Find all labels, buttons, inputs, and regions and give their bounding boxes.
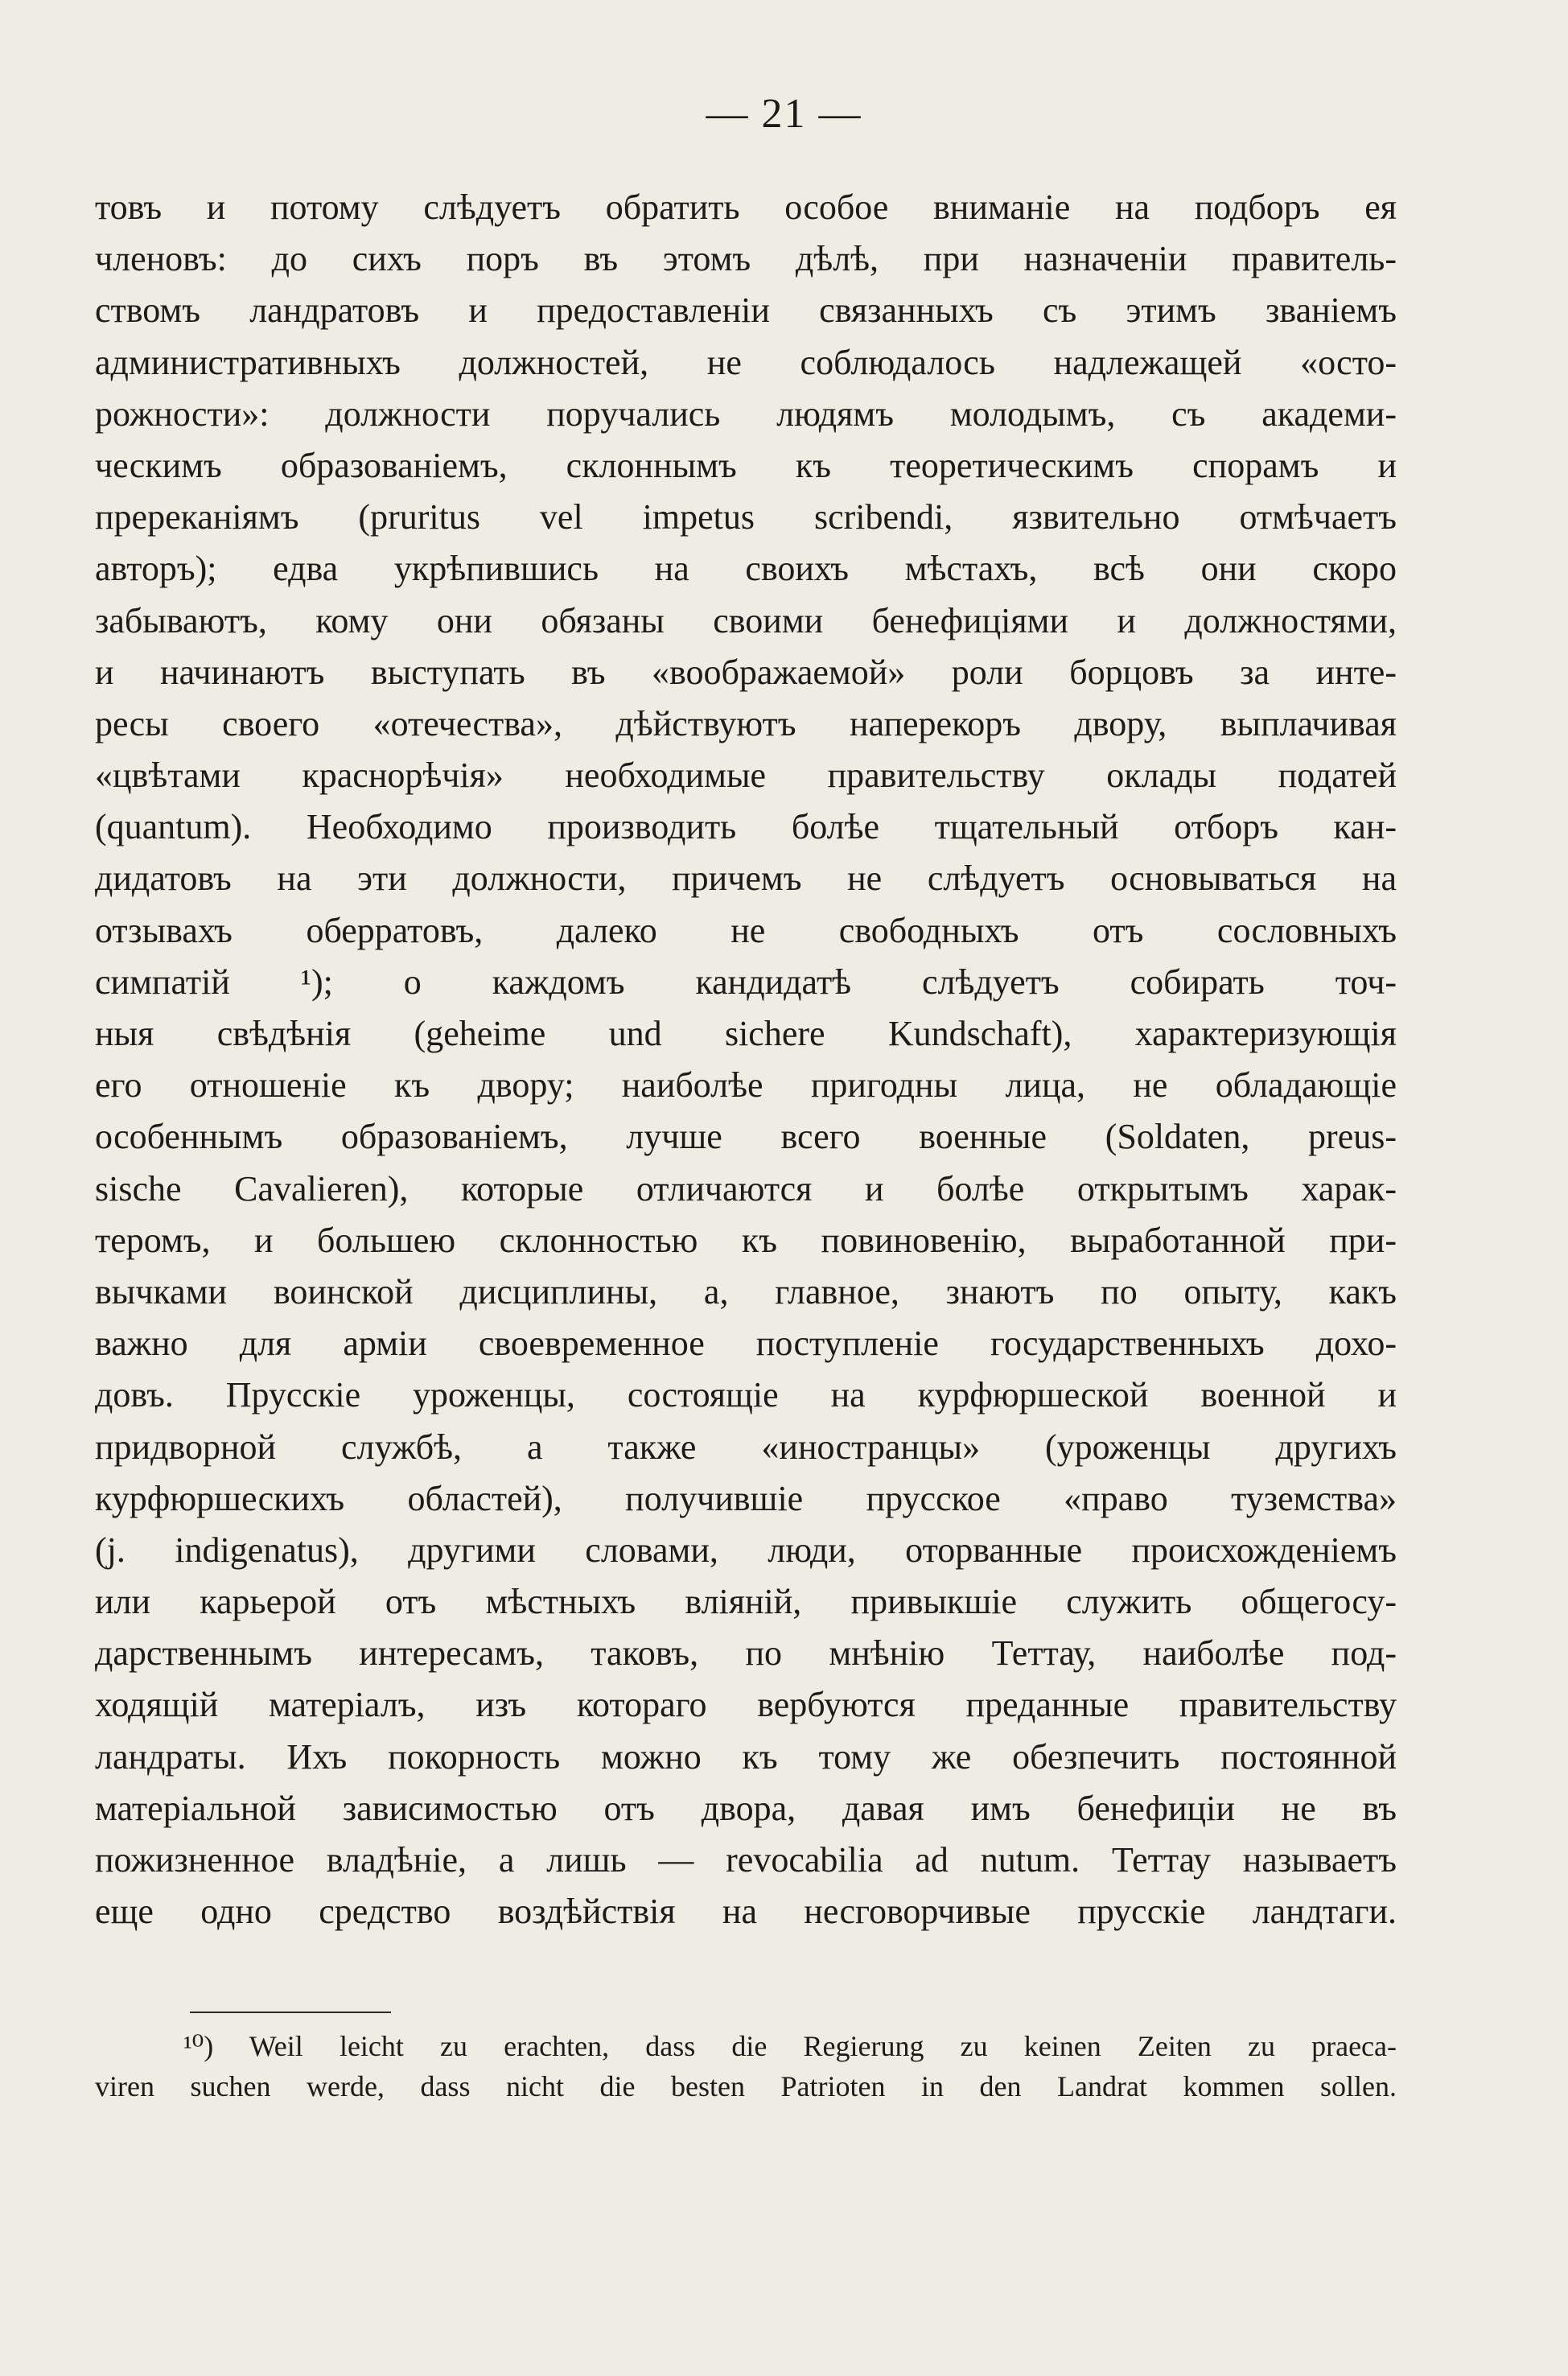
text-line: и начинаютъ выступать въ «воображаемой» роли борцовъ за инте- bbox=[95, 652, 1397, 692]
text-line: пререканіямъ (pruritus vel impetus scribendi, язвительно отмѣчаетъ bbox=[95, 497, 1397, 537]
text-line: вычками воинской дисциплины, а, главное, знаютъ по опыту, какъ bbox=[95, 1271, 1397, 1312]
text-line: теромъ, и большею склонностью къ повиновенію, выработанной при- bbox=[95, 1220, 1397, 1260]
footnote-line: ¹⁰) Weil leicht zu erachten, dass die Regierung zu keinen Zeiten zu praeca- bbox=[183, 2030, 1397, 2062]
text-line: довъ. Прусскіе уроженцы, состоящіе на курфюршеской военной и bbox=[95, 1375, 1397, 1415]
text-line: еще одно средство воздѣйствія на несговорчивые прусскіе ландтаги. bbox=[95, 1892, 1397, 1932]
text-line: придворной службѣ, а также «иностранцы» (уроженцы другихъ bbox=[95, 1427, 1397, 1467]
page-number: — 21 — bbox=[706, 91, 862, 137]
text-line: ландраты. Ихъ покорность можно къ тому же обезпечить постоянной bbox=[95, 1736, 1397, 1777]
text-line: его отношеніе къ двору; наиболѣе пригодны лица, не обладающіе bbox=[95, 1065, 1397, 1106]
text-line: дидатовъ на эти должности, причемъ не слѣдуетъ основываться на bbox=[95, 859, 1397, 899]
text-line: симпатій ¹); о каждомъ кандидатѣ слѣдуетъ собирать точ- bbox=[95, 962, 1397, 1002]
text-line: товъ и потому слѣдуетъ обратить особое вниманіе на подборъ ея bbox=[95, 187, 1397, 227]
text-line: (quantum). Необходимо производить болѣе тщательный отборъ кан- bbox=[95, 807, 1397, 847]
text-line: ствомъ ландратовъ и предоставленіи связанныхъ съ этимъ званіемъ bbox=[95, 290, 1397, 331]
text-line: sische Cavalieren), которые отличаются и болѣе открытымъ харак- bbox=[95, 1168, 1397, 1209]
text-line: забываютъ, кому они обязаны своими бенефиціями и должностями, bbox=[95, 600, 1397, 640]
text-line: дарственнымъ интересамъ, таковъ, по мнѣнію Теттау, наиболѣе под- bbox=[95, 1633, 1397, 1674]
text-line: курфюршескихъ областей), получившіе прусское «право туземства» bbox=[95, 1478, 1397, 1518]
text-line: ныя свѣдѣнія (geheime und sichere Kundschaft), характеризующія bbox=[95, 1014, 1397, 1053]
text-line: административныхъ должностей, не соблюдалось надлежащей «осто- bbox=[95, 342, 1397, 382]
text-line: «цвѣтами краснорѣчія» необходимые правительству оклады податей bbox=[95, 756, 1397, 796]
text-line: (j. indigenatus), другими словами, люди, оторванные происхожденіемъ bbox=[95, 1530, 1397, 1570]
footnote-line: viren suchen werde, dass nicht die besten Patrioten in den Landrat kommen sollen. bbox=[95, 2070, 1397, 2102]
text-line: ческимъ образованіемъ, склоннымъ къ теоретическимъ спорамъ и bbox=[95, 445, 1397, 485]
text-line: ресы своего «отечества», дѣйствуютъ наперекоръ двору, выплачивая bbox=[95, 703, 1397, 743]
text-line: отзывахъ оберратовъ, далеко не свободныхъ отъ сословныхъ bbox=[95, 910, 1397, 950]
text-line: членовъ: до сихъ поръ въ этомъ дѣлѣ, при назначеніи правитель- bbox=[95, 239, 1397, 279]
text-line: особеннымъ образованіемъ, лучше всего военные (Soldaten, preus- bbox=[95, 1117, 1397, 1157]
text-line: авторъ); едва укрѣпившись на своихъ мѣстахъ, всѣ они скоро bbox=[95, 549, 1397, 589]
text-line: или карьерой отъ мѣстныхъ вліяній, привыкшіе служить общегосу- bbox=[95, 1582, 1397, 1622]
text-line: пожизненное владѣніе, а лишь — revocabilia ad nutum. Теттау называетъ bbox=[95, 1840, 1397, 1880]
text-line: важно для арміи своевременное поступленіе государственныхъ дохо- bbox=[95, 1324, 1397, 1364]
body-text bbox=[95, 182, 1397, 1937]
footnote-divider bbox=[190, 2012, 391, 2013]
text-line: ходящій матеріалъ, изъ котораго вербуются преданные правительству bbox=[95, 1685, 1397, 1725]
footnotes bbox=[95, 2026, 1397, 2106]
text-line: матеріальной зависимостью отъ двора, давая имъ бенефиціи не въ bbox=[95, 1788, 1397, 1828]
text-line: рожности»: должности поручались людямъ молодымъ, съ академи- bbox=[95, 393, 1397, 434]
